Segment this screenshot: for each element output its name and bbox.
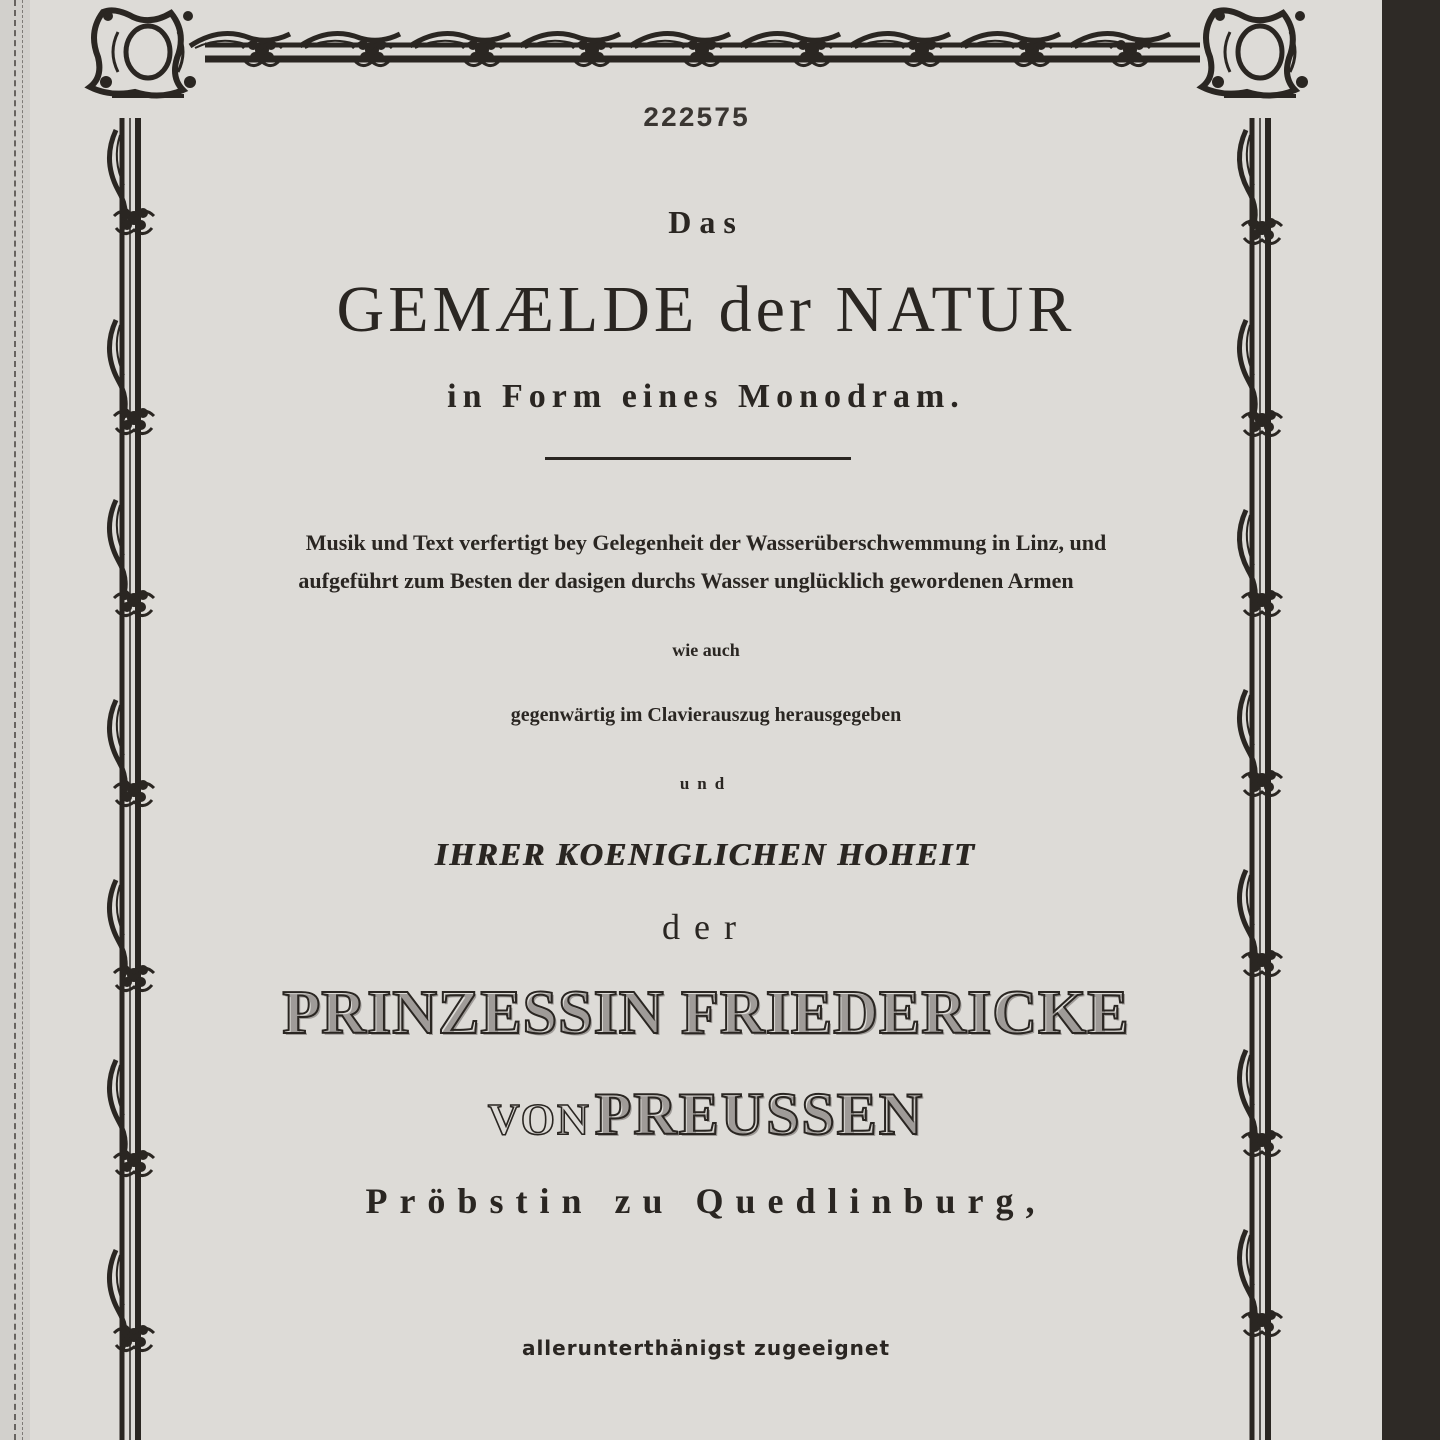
- und-text: und: [679, 774, 733, 793]
- dedication-der: der: [662, 907, 750, 947]
- wie-auch-text: wie auch: [672, 640, 740, 660]
- dedication-hoheit: IHRER KOENIGLICHEN HOHEIT: [435, 836, 977, 872]
- description-line-2: aufgeführt zum Besten der dasigen durchs Wasser unglücklich gewordenen Armen: [298, 568, 1074, 593]
- page-edge-line: [22, 0, 23, 1440]
- title-article: Das: [668, 204, 744, 240]
- scan-background-strip: [1382, 0, 1440, 1440]
- subtitle: in Form eines Monodram.: [447, 378, 965, 415]
- adjacent-page-edge: [0, 0, 30, 1440]
- divider-rule: [545, 457, 851, 460]
- description-line-1: Musik und Text verfertigt bey Gelegenheit der Wasserüberschwemmung in Linz, und: [305, 530, 1107, 555]
- dedication-probstin: Pröbstin zu Quedlinburg,: [365, 1181, 1047, 1221]
- page-edge-line: [14, 0, 16, 1440]
- dedication-von-preussen: [30, 1080, 1382, 1149]
- dedication-prinzessin: PRINZESSIN FRIEDERICKE: [282, 979, 1130, 1047]
- preussen-word: PREUSSEN: [594, 1081, 925, 1147]
- von-word: VON: [487, 1095, 591, 1144]
- catalog-number-stamp: 222575: [642, 104, 750, 135]
- title-page: [30, 0, 1382, 1440]
- dedication-zugeeignet: allerunterthänigst zugeeignet: [521, 1336, 891, 1360]
- clavierauszug-text: gegenwärtig im Clavierauszug herausgegeben: [510, 704, 902, 726]
- main-title: GEMÆLDE der NATUR: [336, 273, 1076, 346]
